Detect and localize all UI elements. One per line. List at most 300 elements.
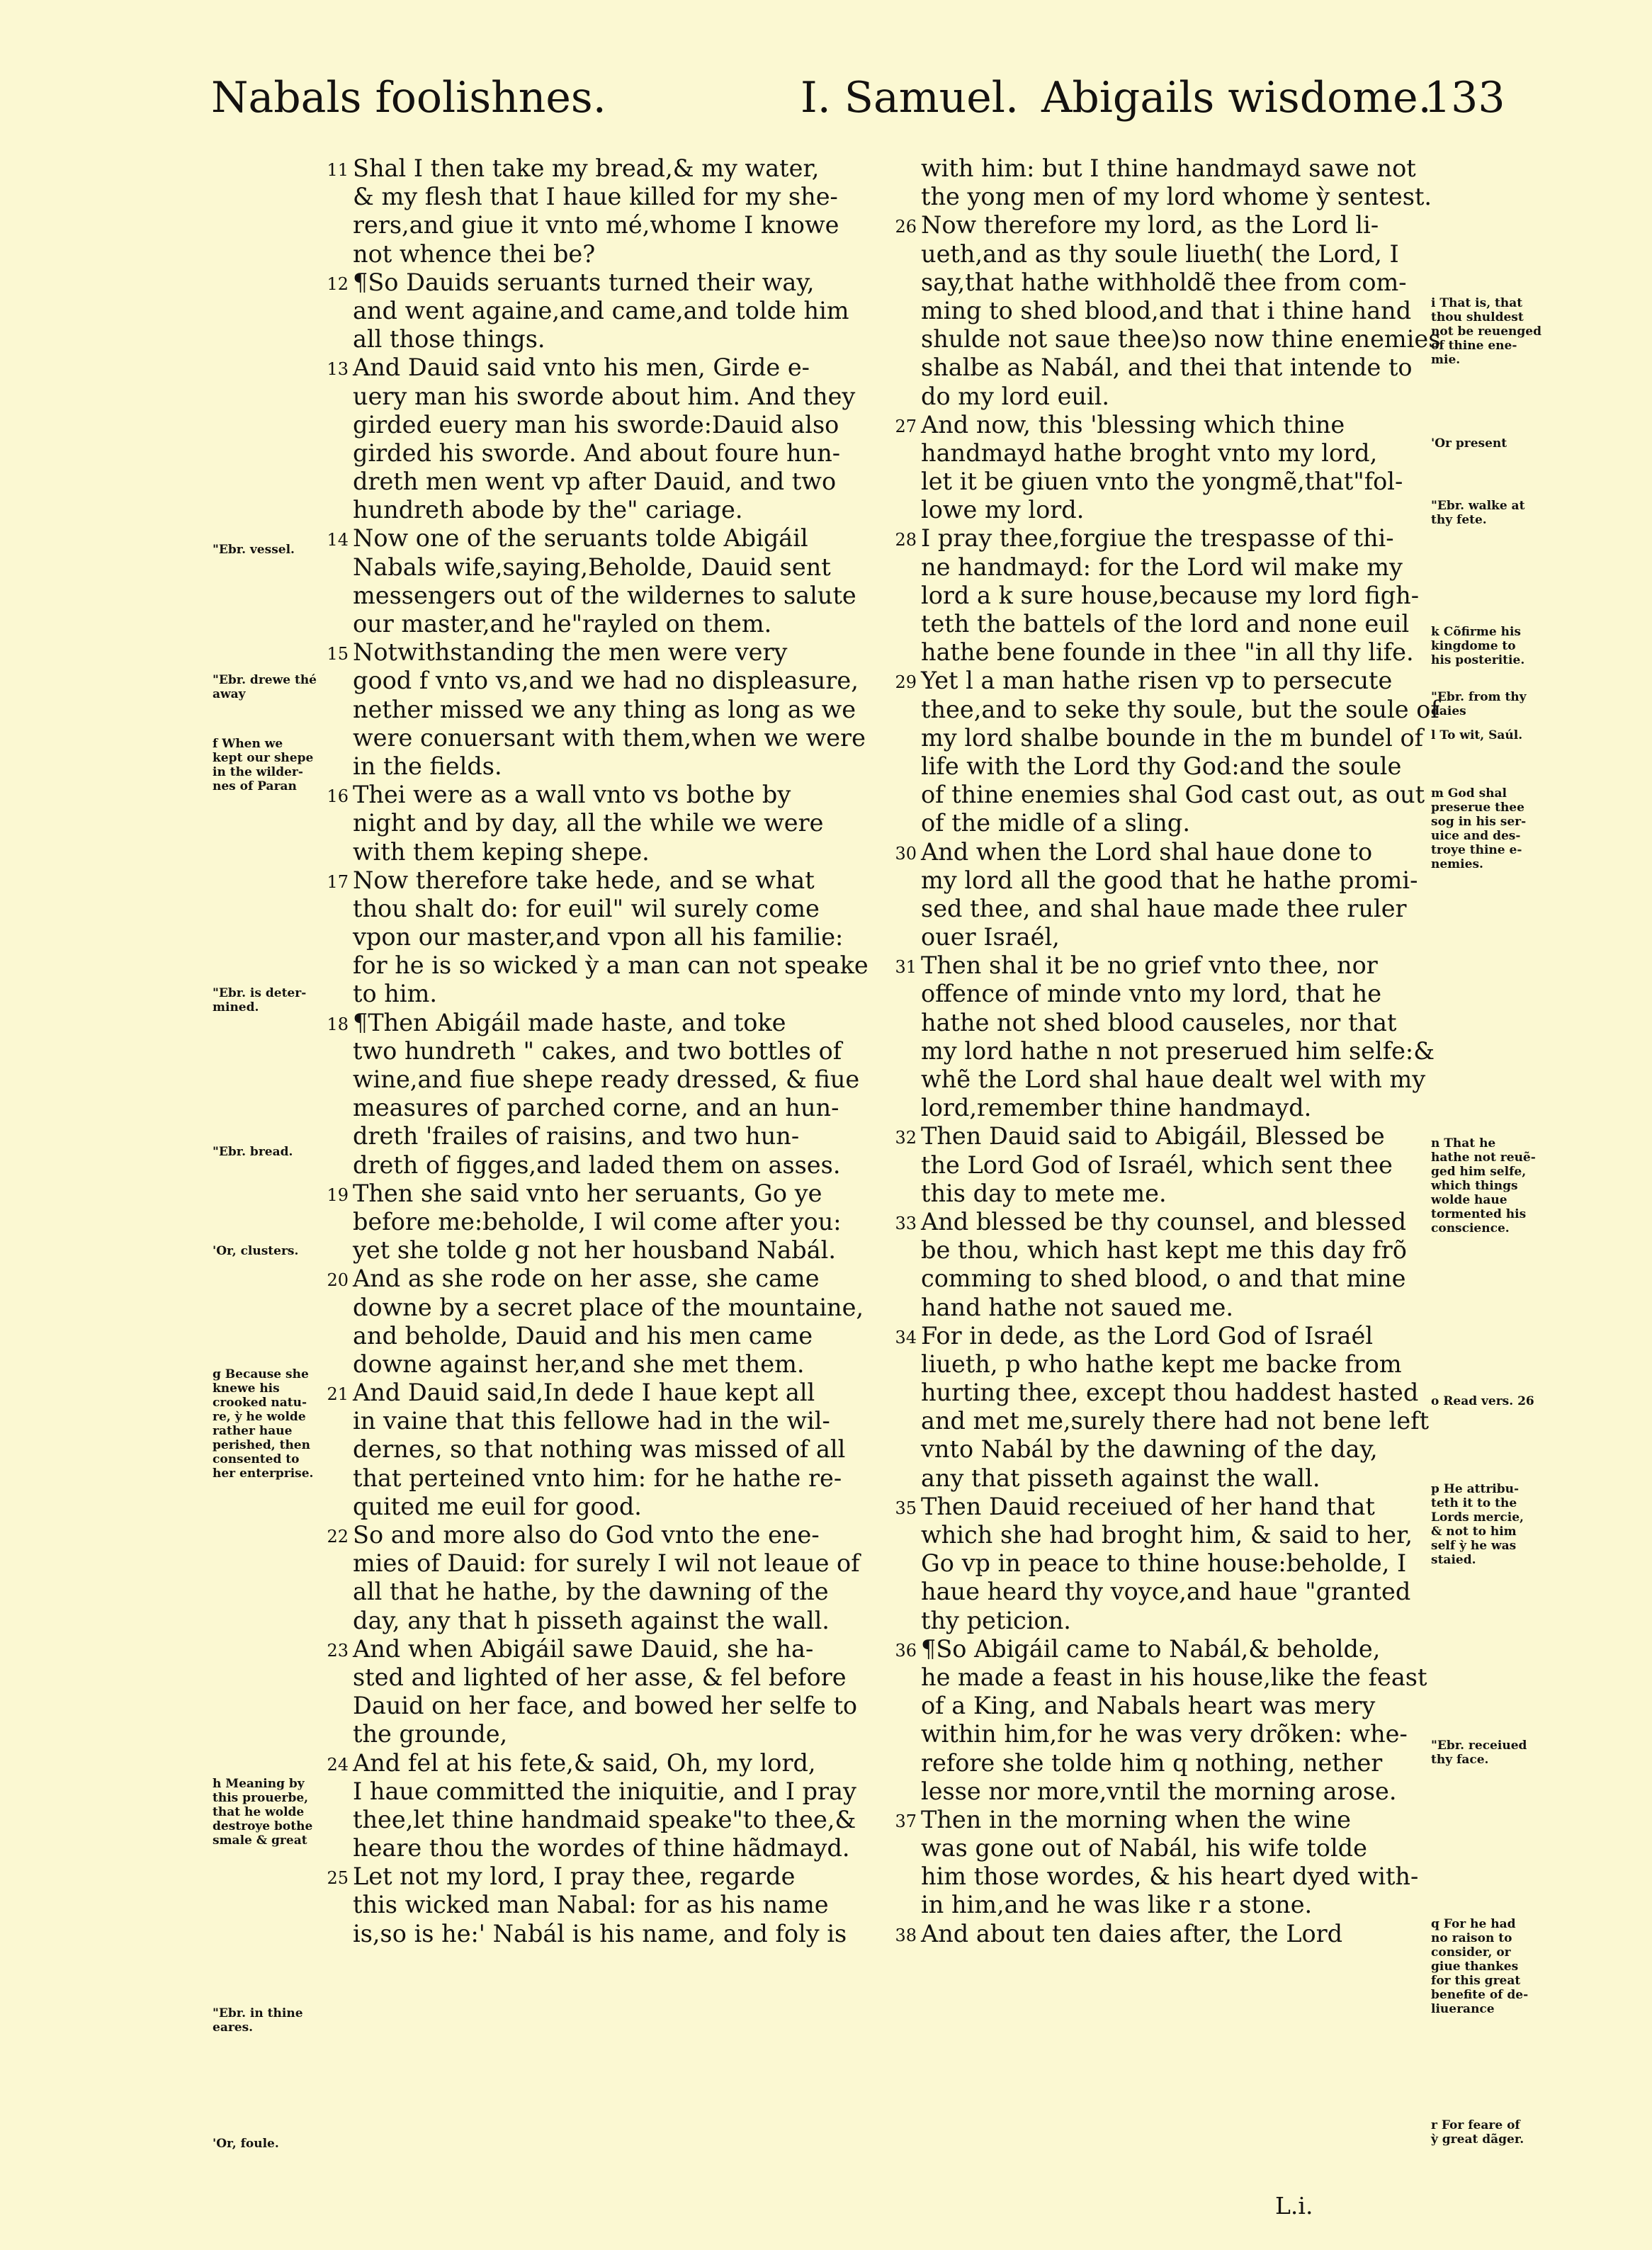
line-text: thee,and to seke thy soule, but the soule of [921,695,1439,723]
text-line [921,1094,1424,1122]
verse-number: 22 [327,1527,349,1547]
text-line [353,923,923,951]
verse-number: 18 [327,1014,349,1034]
text-line [353,468,923,496]
text-line [921,154,1424,183]
text-line [921,468,1424,496]
line-text: day, any that h pisseth against the wall. [353,1606,830,1634]
text-line [895,1805,1424,1834]
text-line [921,582,1424,610]
verse-number: 31 [895,957,917,978]
line-text: of the midle of a sling. [921,809,1190,837]
line-text: my lord shalbe bounde in the m bundel of [921,723,1424,752]
text-line [327,1862,923,1891]
verse-number: 34 [895,1327,917,1347]
line-text: hurting thee, except thou haddest hasted [921,1379,1419,1407]
text-line [921,1549,1424,1578]
text-line [327,268,923,297]
text-line [921,1435,1424,1464]
verse-number: 27 [895,416,917,436]
text-line [353,1549,923,1578]
text-line [353,553,923,582]
text-line [921,1151,1424,1180]
text-line [353,1692,923,1720]
text-line [353,582,923,610]
line-text: And blessed be thy counsel, and blessed [921,1207,1407,1236]
margin-note: 'Or present [1431,436,1507,451]
text-line [327,638,923,667]
text-line [921,354,1424,382]
line-text: rers,and giue it vnto mé,whome I knowe [353,211,839,239]
margin-note: g Because she knewe his crooked natu- re, ỳ he wolde rather haue perished, then consented to her enterprise. [213,1367,314,1481]
text-line [353,1493,923,1521]
text-line [353,1777,923,1806]
verse-number: 25 [327,1868,349,1889]
line-text: with him: but I thine handmayd sawe not [921,154,1416,182]
line-text: this day to mete me. [921,1179,1167,1207]
line-text: Then she said vnto her seruants, Go ye [353,1179,822,1207]
margin-note: l To wit, Saúl. [1431,728,1523,742]
verse-number: 11 [327,160,349,180]
verse-number: 30 [895,843,917,864]
text-line [353,980,923,1008]
text-line [895,1492,1424,1521]
line-text: not whence thei be? [353,239,596,268]
line-text: dreth men went vp after Dauid, and two [353,468,837,496]
line-text: wine,and fiue shepe ready dressed, & fiue [353,1065,860,1093]
line-text: Then in the morning when the wine [921,1805,1351,1833]
line-text: dreth 'frailes of raisins, and two hun- [353,1122,800,1151]
verse-number: 33 [895,1213,917,1233]
text-line [895,1122,1424,1151]
text-line [921,183,1432,211]
margin-note: "Ebr. is deter- mined. [213,986,307,1014]
margin-note: o Read vers. 26 [1431,1394,1534,1408]
line-text: downe by a secret place of the mountaine, [353,1293,864,1321]
text-line [921,1720,1424,1748]
line-text: any that pisseth against the wall. [921,1464,1320,1492]
text-line [327,354,923,382]
text-line [353,610,923,638]
line-text: vnto Nabál by the dawning of the day, [921,1435,1378,1464]
text-line [921,781,1424,809]
line-text: Thei were as a wall vnto vs bothe by [353,781,791,809]
text-line [921,268,1424,297]
line-text: ouer Israél, [921,923,1060,951]
line-text: offence of minde vnto my lord, that he [921,980,1382,1008]
text-line [353,1806,923,1834]
line-text: And now, this 'blessing which thine [921,410,1345,439]
text-line [921,325,1441,354]
text-line [353,1891,923,1919]
text-line [353,1607,923,1635]
margin-note: 'Or, clusters. [213,1244,299,1258]
line-text: within him,for he was very drõken: whe- [921,1720,1408,1748]
verse-number: 17 [327,871,349,892]
line-text: sted and lighted of her asse, & fel before [353,1663,847,1691]
text-line [921,1236,1424,1265]
line-text: ueth,and as thy soule liueth( the Lord, I [921,239,1399,268]
text-line [353,325,923,354]
line-text: he made a feast in his house,like the feast [921,1663,1427,1691]
text-line [921,1350,1424,1379]
line-text: Then Dauid receiued of her hand that [921,1492,1375,1520]
line-text: do my lord euil. [921,382,1110,410]
line-text: for he is so wicked ỳ a man can not speake [353,951,869,980]
text-line [353,183,923,211]
text-line [353,240,923,268]
line-text: For in dede, as the Lord God of Israél [921,1321,1374,1350]
text-line [921,1607,1424,1635]
text-line [921,1692,1424,1720]
text-line [895,524,1424,553]
line-text: teth the battels of the lord and none euil [921,610,1410,638]
text-line [921,496,1424,524]
margin-note: m God shal preserue thee sog in his ser- uice and des- troye thine e- nemies. [1431,786,1527,871]
signature-mark: L.i. [1275,2192,1313,2220]
line-text: Now one of the seruants tolde Abigáil [353,524,808,553]
margin-note: 'Or, foule. [213,2137,279,2151]
verse-number: 12 [327,273,349,294]
text-line [921,1663,1427,1692]
text-line [921,240,1424,268]
text-line [895,951,1424,980]
margin-note: h Meaning by this prouerbe, that he wolde destroye bothe smale & great [213,1777,313,1848]
line-text: whẽ the Lord shal haue dealt wel with my [921,1065,1426,1093]
text-line [327,1748,923,1777]
margin-note: r For feare of ỳ great dãger. [1431,2118,1524,2147]
line-text: And Dauid said,In dede I haue kept all [353,1379,815,1407]
verse-number: 14 [327,530,349,550]
line-text: this wicked man Nabal: for as his name [353,1891,829,1919]
text-line [353,1920,923,1948]
margin-note: i That is, that thou shuldest not be reuenged of thine ene- mie. [1431,296,1541,367]
line-text: and met me,surely there had not bene left [921,1407,1430,1435]
margin-note: p He attribu- teth it to the Lords mercie, & not to him self ỳ he was staied. [1431,1482,1524,1567]
text-line [353,1464,923,1493]
verse-number: 28 [895,530,917,550]
text-line [327,1008,923,1037]
text-line [921,383,1424,411]
margin-note: "Ebr. from thy daies [1431,690,1527,718]
line-text: refore she tolde him q nothing, nether [921,1748,1383,1777]
line-text: ¶So Dauids seruants turned their way, [353,268,815,296]
text-line [353,752,923,781]
line-text: & my flesh that I haue killed for my she- [353,183,838,211]
line-text: So and more also do God vnto the ene- [353,1521,820,1549]
text-line [921,1891,1424,1919]
line-text: dreth of figges,and laded them on asses. [353,1151,841,1179]
text-line [353,1208,923,1236]
text-line [895,410,1424,439]
text-line [353,1435,923,1464]
text-line [921,1777,1424,1806]
margin-note: "Ebr. receiued thy face. [1431,1739,1527,1767]
text-line [895,1634,1424,1663]
running-head-left: Nabals foolishnes. [211,73,606,123]
text-line [327,1179,923,1208]
line-text: before me:beholde, I wil come after you: [353,1207,842,1236]
text-line [327,1521,923,1549]
text-line [921,1407,1430,1435]
text-line [353,951,923,980]
line-text: liueth, p who hathe kept me backe from [921,1350,1402,1378]
line-text: all that he hathe, by the dawning of the [353,1578,829,1606]
line-text: and went againe,and came,and tolde him [353,296,849,324]
line-text: nether missed we any thing as long as we [353,695,856,723]
margin-note: f When we kept our shepe in the wilder- nes of Paran [213,737,314,793]
line-text: hundreth abode by the" cariage. [353,496,743,524]
text-line [353,1094,923,1122]
text-line [895,1919,1424,1948]
text-line [921,1521,1424,1549]
text-line [895,1321,1424,1350]
text-line [921,1749,1424,1777]
line-text: is,so is he:' Nabál is his name, and foly is [353,1919,847,1947]
text-line [353,1065,923,1094]
line-text: was gone out of Nabál, his wife tolde [921,1834,1367,1862]
text-line [353,439,923,468]
line-text: the Lord God of Israél, which sent thee [921,1151,1393,1179]
line-text: of thine enemies shal God cast out, as out [921,781,1425,809]
text-line [921,980,1424,1008]
text-line [921,923,1424,951]
text-line [353,809,923,837]
text-line [353,383,923,411]
text-line [353,1720,923,1748]
text-line [921,439,1424,468]
text-line [353,1122,923,1151]
line-text: lowe my lord. [921,496,1085,524]
line-text: and beholde, Dauid and his men came [353,1321,813,1350]
verse-number: 19 [327,1185,349,1205]
line-text: all those things. [353,325,545,354]
line-text: which she had broght him, & said to her, [921,1521,1413,1549]
line-text: hand hathe not saued me. [921,1293,1234,1321]
running-head-right: Abigails wisdome. [1041,73,1432,123]
text-line [921,695,1439,724]
text-line [921,724,1424,752]
line-text: lesse nor more,vntil the morning arose. [921,1777,1397,1805]
text-line [353,1407,923,1435]
line-text: comming to shed blood, o and that mine [921,1265,1406,1293]
line-text: thy peticion. [921,1606,1071,1634]
text-line [353,1322,923,1350]
text-line [353,1294,923,1322]
text-line [921,297,1424,325]
line-text: handmayd hathe broght vnto my lord, [921,439,1378,467]
line-text: Then Dauid said to Abigáil, Blessed be [921,1122,1385,1151]
page-number: 133 [1424,73,1505,123]
book-title: I. Samuel. [800,73,1019,123]
verse-number: 35 [895,1498,917,1518]
line-text: Then shal it be no grief vnto thee, nor [921,951,1378,980]
line-text: girded euery man his sworde:Dauid also [353,410,839,439]
line-text: measures of parched corne, and an hun- [353,1094,839,1122]
line-text: say,that hathe withholdẽ thee from com- [921,268,1407,296]
line-text: the grounde, [353,1720,508,1748]
line-text: him those wordes, & his heart dyed with- [921,1862,1419,1891]
text-line [327,866,923,895]
line-text: I haue committed the iniquitie, and I pray [353,1777,856,1805]
line-text: good f vnto vs,and we had no displeasure, [353,667,859,695]
line-text: in vaine that this fellowe had in the wil- [353,1407,830,1435]
text-line [353,411,923,439]
text-line [921,1065,1424,1094]
line-text: girded his sworde. And about foure hun- [353,439,841,467]
text-line [921,1464,1424,1493]
margin-note: "Ebr. bread. [213,1145,293,1159]
verse-number: 37 [895,1811,917,1831]
text-line [921,1578,1424,1606]
line-text: shulde not saue thee)so now thine enemies [921,325,1441,354]
line-text: our master,and he"rayled on them. [353,610,772,638]
text-line [921,1265,1424,1293]
line-text: Now therefore take hede, and se what [353,866,815,894]
text-line [895,837,1424,866]
verse-number: 16 [327,786,349,807]
line-text: life with the Lord thy God:and the soule [921,752,1402,780]
text-line [353,211,923,239]
margin-note: "Ebr. walke at thy fete. [1431,499,1525,527]
line-text: lord a k sure house,because my lord figh- [921,581,1420,609]
text-line [921,1009,1424,1037]
text-line [921,1379,1424,1407]
line-text: hathe bene founde in thee "in all thy life. [921,638,1414,667]
text-column-right [895,154,1441,1948]
line-text: thou shalt do: for euil" wil surely come [353,894,820,922]
text-line [921,553,1424,582]
line-text: Let not my lord, I pray thee, regarde [353,1862,796,1891]
line-text: And Dauid said vnto his men, Girde e- [353,354,810,382]
text-line [353,838,923,866]
verse-number: 38 [895,1925,917,1945]
verse-number: 23 [327,1640,349,1661]
text-line [327,1634,923,1663]
text-line [353,1834,923,1862]
line-text: to him. [353,980,437,1008]
text-line [921,1834,1424,1862]
line-text: heare thou the wordes of thine hãdmayd. [353,1834,850,1862]
line-text: sed thee, and shal haue made thee ruler [921,894,1407,922]
line-text: Go vp in peace to thine house:beholde, I [921,1549,1407,1578]
text-line [327,1265,923,1293]
text-line [353,1663,923,1692]
line-text: And when Abigáil sawe Dauid, she ha- [353,1634,814,1663]
line-text: in the fields. [353,752,502,780]
line-text: ne handmayd: for the Lord wil make my [921,553,1403,581]
line-text: And fel at his fete,& said, Oh, my lord, [353,1748,816,1777]
verse-number: 24 [327,1754,349,1775]
text-column-left [327,154,923,1948]
line-text: yet she tolde g not her housband Nabál. [353,1236,837,1265]
line-text: the yong men of my lord whome ỳ sentest. [921,183,1432,211]
line-text: messengers out of the wildernes to salute [353,581,856,609]
line-text: my lord hathe n not preserued him selfe:& [921,1036,1435,1065]
line-text: shalbe as Nabál, and thei that intende to [921,354,1413,382]
line-text: vpon our master,and vpon all his familie: [353,923,844,951]
line-text: Dauid on her face, and bowed her selfe to [353,1692,858,1720]
margin-note: "Ebr. in thine eares. [213,2006,303,2035]
text-line [353,1578,923,1606]
margin-note: "Ebr. drewe thé away [213,673,317,701]
line-text: Notwithstanding the men were very [353,638,788,667]
verse-number: 26 [895,217,917,237]
text-line [353,1151,923,1180]
text-line [327,781,923,809]
line-text: with them keping shepe. [353,837,650,866]
line-text: Shal I then take my bread,& my water, [353,154,820,182]
line-text: ¶Then Abigáil made haste, and toke [353,1008,786,1036]
verse-number: 32 [895,1128,917,1148]
line-text: uery man his sworde about him. And they [353,382,856,410]
line-text: let it be giuen vnto the yongmẽ,that"fol- [921,468,1403,496]
line-text: lord,remember thine handmayd. [921,1094,1312,1122]
text-line [921,1180,1424,1208]
text-line [921,895,1424,923]
text-line [353,724,923,752]
text-line [353,895,923,923]
text-line [921,1036,1435,1065]
text-line [353,1037,923,1065]
verse-number: 13 [327,359,349,380]
text-line [921,866,1424,895]
verse-number: 36 [895,1640,917,1661]
line-text: haue heard thy voyce,and haue "granted [921,1578,1411,1606]
line-text: mies of Dauid: for surely I wil not leaue of [353,1549,860,1578]
margin-note: q For he had no raison to consider, or giue thankes for this great benefite of de- liuerance [1431,1917,1529,2016]
line-text: Yet l a man hathe risen vp to persecute [921,667,1393,695]
line-text: that perteined vnto him: for he hathe re- [353,1464,842,1492]
line-text: be thou, which hast kept me this day frõ [921,1236,1407,1265]
text-line [327,1379,923,1407]
line-text: ming to shed blood,and that i thine hand [921,296,1412,324]
margin-note: "Ebr. vessel. [213,543,295,557]
text-line [353,496,923,524]
text-line [921,610,1424,638]
line-text: I pray thee,forgiue the trespasse of thi- [921,524,1394,553]
line-text: two hundreth " cakes, and two bottles of [353,1036,842,1065]
line-text: And about ten daies after, the Lord [921,1919,1343,1947]
margin-note: k Cõfirme his kingdome to his posteritie. [1431,625,1525,667]
line-text: were conuersant with them,when we were [353,723,866,752]
line-text: quited me euil for good. [353,1492,642,1520]
text-line [921,1862,1424,1891]
line-text: And as she rode on her asse, she came [353,1265,820,1293]
verse-number: 15 [327,644,349,665]
margin-note: n That he hathe not reuẽ- ged him selfe, which things wolde haue tormented his conscience. [1431,1136,1536,1236]
text-line [353,696,923,724]
line-text: Nabals wife,saying,Beholde, Dauid sent [353,553,831,581]
line-text: in him,and he was like r a stone. [921,1891,1313,1919]
text-line [327,524,923,553]
verse-number: 21 [327,1384,349,1405]
line-text: And when the Lord shal haue done to [921,837,1373,866]
text-line [353,667,923,695]
line-text: hathe not shed blood causeles, nor that [921,1008,1397,1036]
line-text: dernes, so that nothing was missed of all [353,1435,846,1464]
line-text: night and by day, all the while we were [353,809,824,837]
text-line [353,1236,923,1265]
verse-number: 29 [895,672,917,693]
text-line [921,638,1424,667]
line-text: my lord all the good that he hathe promi- [921,866,1418,894]
text-line [353,297,923,325]
text-line [921,1294,1424,1322]
line-text: downe against her,and she met them. [353,1350,805,1378]
text-line [895,1207,1424,1236]
line-text: of a King, and Nabals heart was mery [921,1692,1376,1720]
